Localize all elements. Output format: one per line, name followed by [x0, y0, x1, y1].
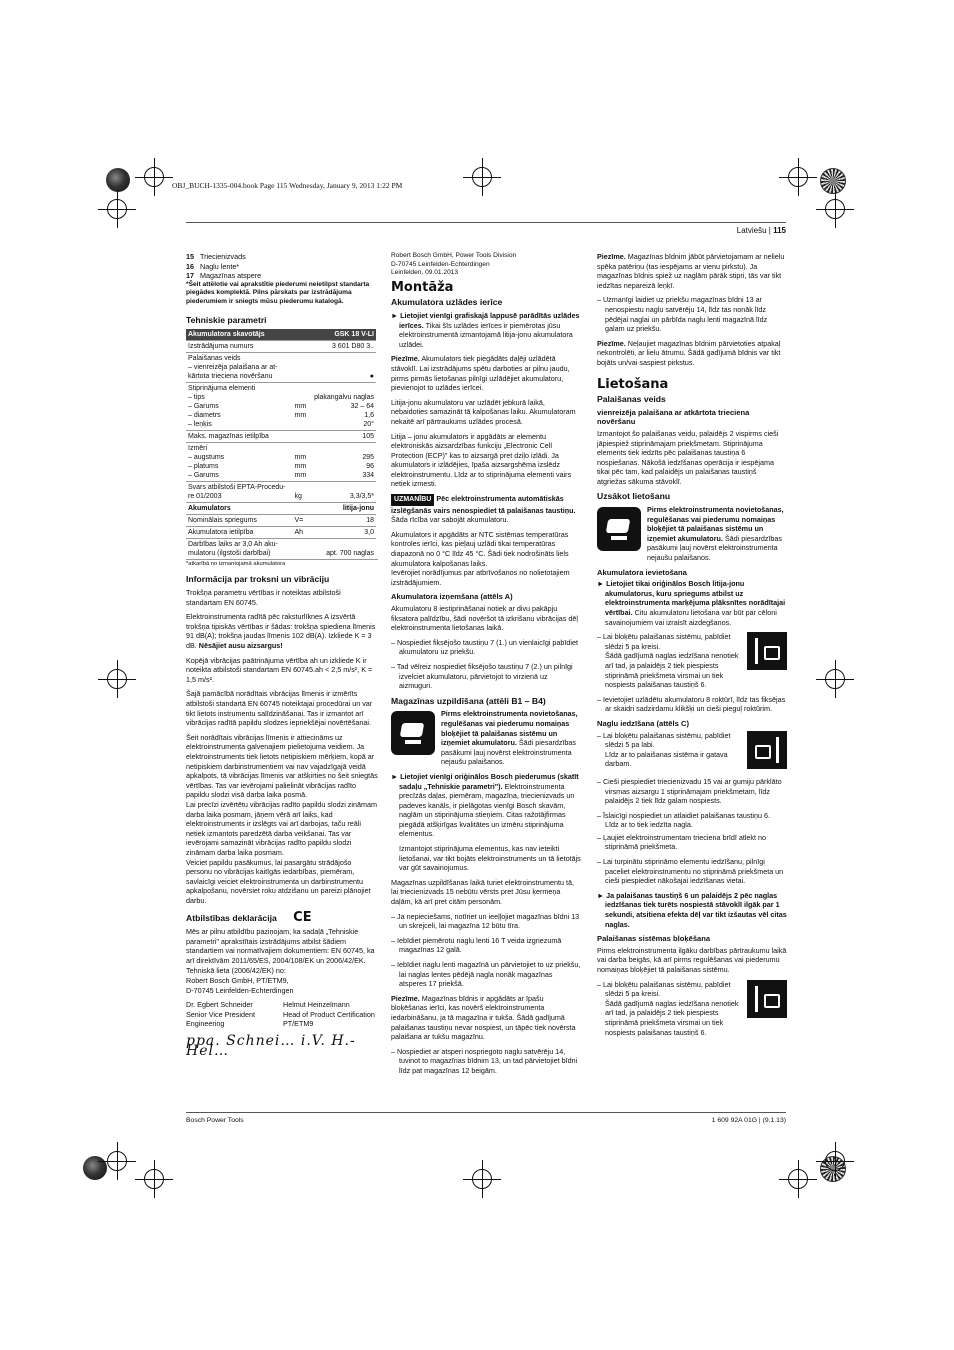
footer-right: 1 609 92A 01G | (9.1.13) [711, 1117, 786, 1124]
column-3: Piezīme. Magazīnas bīdnim jābūt pārvietojamam ar nelielu spēka patēriņu (tas iespējams ar vienu pirkstu). Ja magazīnas bīdnis spiež uz naglām pārāk stipri, tās var tikt iedzītas nepareizā leņķī. – Uzmanīgi laidiet uz priekšu magazīnas bīdni 13 ar nenospiestu naglu satvērēju 14, līdz tas nonāk līdz pēdējai naglai un pārbīda naglu lenti magazīnā līdz galam uz priekšu. Piezīme. Neļaujiet magazīnas bīdnim pārvietoties atpakaļ nekontrolēti, ar lielu ātrumu. Šādā gadījumā bīdnis var tikt bojāts un/vai saspiest pirkstus. Lietošana Palaišanas veids vienreizēja palaišana ar atkārtota trieciena novēršanu Izmantojot šo palaišanas veidu, palaidējs 2 vispirms cieši jāpiespiež stiprināmajam priekšmetam. Stiprinājuma elements tiek iedzīts pēc palaišanas taustiņa 6 nospiešanas. Nākošā iedzīšanas operācija ir iespējama tikai pēc tam, kad palaidējs un palaišanas taustiņš atgriežas sākuma stāvoklī. Uzsākot lietošanu Pirms elektroinstrumenta novietošanas, regulēšanas vai piederumu nomaiņas bloķējiet tā palaišanas sistēmu un izņemiet akumulatoru. Šādi piesardzības pasākumi ļauj novērst elektroinstrumenta nejaušu palaišanos. Akumulatora ievietošana ► Lietojiet tikai oriģinālos Bosch litija-jonu akumulatorus, kuru spriegums atbilst uz elektroinstrumenta marķējuma plāksnītes norādītajai vērtībai. Citu akumulatoru lietošana var būt par cēloni savainojumiem vai izraisīt aizdegšanos. – Lai bloķētu palaišanas sistēmu, pabīdiet slēdzi 5 pa kreisi. Šādā gadījumā naglas iedzīšana nenotiek arī tad, ja palaidējs 2 tiek piespiests stiprināmā priekšmeta virsmai un tiek nospiests palaišanas taustiņš 6. – Ievietojiet uzlādētu akumulatoru 8 roktūrī, līdz tas fiksējas ar skaidri sadzirdamu klikšķi un cieši pieguļ roktūrim. Naglu iedzīšana (attēls C) – Lai bloķētu palaišanas sistēmu, pabīdiet slēdzi 5 pa labi. Līdz ar to palaišanas sistēma ir gatava darbam. – Cieši piespiediet triecienizvadu 15 vai ar gumiju pārklāto virsmas aizsargu 1 stiprināmajam priekšmetam, līdz palaidējs 2 tiek līdz galam nospiests. – Īslaicīgi nospiediet un atlaidiet palaišanas taustiņu 6. Līdz ar to tiek iedzīta nagla. – Ļaujiet elektroinstrumentam trieciena brīdī atlekt no stiprināmā priekšmeta. – Lai turpinātu stiprināmo elementu iedzīšanu, pilnīgi paceliet elektroinstrumentu no stiprināmā priekšmeta un cieši piespiediet nākošajai iedzīšanas vietai. ► Ja palaišanas taustiņš 6 un palaidējs 2 pēc naglas iedzīšanas tiek turēts nospiestā stāvoklī ilgāk par 1 sekundi, atsitiena efekta dēļ var tikt izšautas vēl citas naglas. Palaišanas sistēmas bloķēšana Pirms elektroinstrumenta ilgāku darbības pārtraukumu laikā vai darba beigās, kā arī pirms regulēšanas vai piederumu nomaiņas bloķējiet tā palaišanas sistēmu. – Lai bloķētu palaišanas sistēmu, pabīdiet slēdzi 5 pa kreisi. Šādā gadījumā naglas iedzīšana nenotiek arī tad, ja palaidējs 2 tiek piespiests stiprināmā priekšmeta virsmai un tiek nospiests palaišanas taustiņš 6. [597, 252, 787, 1037]
address: Robert Bosch GmbH, Power Tools Division D-70745 Leinfelden-Echterdingen Leinfelden, 09.01.2013 [391, 252, 517, 277]
table-row: Izstrādājuma numurs 3 601 D80 3.. [186, 340, 376, 352]
crosshair-mark [463, 158, 501, 196]
table-row: Palaišanas veids – vienreizēja palaišana ar at- kārtota trieciena novēršanu ● [186, 352, 376, 382]
table-row: Akumulatora ietilpība Ah 3,0 [186, 526, 376, 538]
crosshair-mark [779, 1160, 817, 1198]
page-language: Latviešu [736, 226, 767, 235]
crosshair-mark [135, 158, 173, 196]
column-2: Robert Bosch GmbH, Power Tools Division D-70745 Leinfelden-Echterdingen Leinfelden, 09.01.2013 Montāža Akumulatora uzlādes ierīce ► Lietojiet vienīgi grafiskajā lappusē parādītās uzlādes ierīces. Tikai šīs uzlādes ierīces ir piemērotas jūsu elektroinstrumentā izmantojamā litija-jonu akumulatora uzlādei. Piezīme. Akumulators tiek piegādāts daļēji uzlādētā stāvoklī. Lai izstrādājums spētu darboties ar pilnu jaudu, pirms pirmās lietošanas pilnīgi uzlādējiet akumulatoru, pievienojot to uzlādes ierīcei. Litija-jonu akumulatoru var uzlādēt jebkurā laikā, nebaidoties samazināt tā kalpošanas laiku. Akumulatoram nekaitē arī pārtraukums uzlādes procesā. Litija – jonu akumulators ir apgādāts ar elementu elektroniskās aizsardzības funkciju „Electronic Cell Protection (ECP)" kas to aizsargā pret dziļo izlādi. Ja akumulators ir izlādējies, īpaša aizsargshēma izslēdz elektroinstrumentu. Līdz ar to stiprinājuma elementi vairs netiek izmesti. UZMANĪBU Pēc elektroinstrumenta automātiskās izslēgšanās vairs nenospiediet tā palaišanas taustiņu. Šāda rīcība var sabojāt akumulatoru. Akumulators ir apgādāts ar NTC sistēmas temperatūras kontroles ierīci, kas pieļauj uzlādi tikai temperatūras diapazonā no 0 °C līdz 45 °C. Šādi tiek nodrošināts liels akumulatora kalpošanas laiks. Ievērojiet norādījumus par atbrīvošanos no nolietotajiem izstrādājumiem. Akumulatora izņemšana (attēls A) Akumulatoru 8 iestiprināšanai notiek ar divu pakāpju fiksatora palīdzību, šādi novēršot tā izkrišanu vibrācijas dēļ elektroinstrumenta lietošanas laikā. – Nospiediet fiksējošo taustiņu 7 (1.) un vienlaicīgi pabīdiet akumulatoru uz priekšu. – Tad vēlreiz nospiediet fiksējošo taustiņu 7 (2.) un pilnīgi izvelciet akumulatoru, pārvietojot to virzienā uz aizmuguri. Magazīnas uzpildīšana (attēli B1 – B4) Pirms elektroinstrumenta novietošanas, regulēšanas vai piederumu nomaiņas bloķējiet tā palaišanas sistēmu un izņemiet akumulatoru. Šādi piesardzības pasākumi ļauj novērst elektroinstrumenta nejaušu palaišanos. ► Lietojiet vienīgi oriģinālos Bosch piederumus (skatīt sadaļu „Tehniskie parametri"). Elektroinstrumenta precīzās daļas, piemēram, magazīna, triecienizvads un padeves kanāls, ir pielāgotas vienīgi Bosch skavām, naglām un stiprinājuma stieņiem. Citas ražotājfirmas piegādā atšķirīgas kvalitātes un izmēru stiprinājuma elementus. Izmantojot stiprinājuma elementus, kas nav ieteikti lietošanai, var tikt bojāts elektroinstruments un tā lietotājs var gūt savainojumus. Magazīnas uzpildīšanas laikā turiet elektroinstrumentu tā, lai triecienizvads 15 nebūtu vērsts pret Jūsu ķermeņa daļām, kā arī pret citām personām. – Ja nepieciešams, notīriet un ieeļļojiet magazīnas bīdni 13 un skrejceli, lai magazīna 12 būtu tīra. – Iebīdiet piemērotu naglu lenti 16 T veida izgriezumā magazīnas 12 galā. – Iebīdiet naglu lenti magazīnā un pārvietojiet to uz priekšu, lai naglas lentes pēdējā nagla nonāk magazīnas atsperes 17 priekšā. Piezīme. Magazīnas bīdnis ir apgādāts ar īpašu bloķēšanas ierīci, kas novērš elektroinstrumenta iedarbināšanu, ja tā magazīna ir tukša. Šādā gadījumā palaišanas taustiņu nevar nospiest, un tāpēc tiek novērsta palaišana ar tukšu magazīnu. – Nospiediet ar atsperi nospriegoto naglu satvērēju 14, tuvinot to magazīnas bīdnim 13, un tad pārvietojiet bīdni līdz pat magazīnas 12 beigām. [391, 252, 581, 1075]
table-row: Nominālais spriegums V= 18 [186, 514, 376, 526]
crosshair-mark [463, 1160, 501, 1198]
section-title-montaza: Montāža [391, 279, 454, 295]
signatures: Dr. Egbert Schneider Senior Vice President Engineering Helmut Heinzelmann Head of Product Certification PT/ETM9 [186, 1000, 375, 1029]
table-row: Maks. magazīnas ietilpība 105 [186, 430, 376, 442]
footer-rule [186, 1112, 786, 1113]
crosshair-mark [816, 190, 854, 228]
page-number: 115 [773, 226, 786, 235]
ce-mark: CE [293, 910, 312, 926]
column-1: 15 Triecienizvads 16 Naglu lente* 17 Magazīnas atspere *Šeit attēlotie vai aprakstītie piederumi neietilpst standarta piegādes komplektā. Pilns pārskats par izstrādājuma piederumiem ir sniegts mūsu piederumu katalogā. Tehniskie parametri Akumulatora skavotājs GSK 18 V-LI Izstrādājuma numurs 3 601 D80 3.. Palaišanas veids – vienreizēja palaišana ar at- kārtota trieciena novēršanu ● Stiprinājuma elementi – tips – Garums – diametrs – leņķis mm mm plakangalvu naglas 32 – 64 1,6 20° Maks. magazīnas ietilpība 105 Izmēri – augstums – platums – Garums mm mm mm 295 96 334 Svars atbilstoši EPTA-Procedu- re 01/2003 kg 3,3/3,5* Akumulators litija-jonu Nominālais spriegums V= 18 Akumulatora ietilpība Ah 3,0 Darbības laiks ar 3,0 Ah aku- mulatoru (ilgstoši darbībai) apt. 700 naglas *atkarībā no izmantojamā akumulatora Informācija par troksni un vibrāciju Trokšņa parametru vērtības ir noteiktas atbilstoši standartam EN 60745. Elektroinstrumenta radītā pēc raksturlīknes A izsvērtā trokšņa tipiskās vērtības ir šādas: trokšņa spiediena līmenis 91 dB(A); trokšņa jaudas līmenis 102 dB(A). Izkliede K = 3 dB. Nēsājiet ausu aizsargus! Kopējā vibrācijas paātrinājuma vērtība ah un izkliede K ir noteikta atbilstoši standartam EN 60745.ah < 2,5 m/s², K = 1,5 m/s². Šajā pamācībā norādītais vibrācijas līmenis ir izmērīts atbilstoši standartā EN 60745 noteiktajai procedūrai un var tikt lietots instrumentu salīdzināšanai. Tas ir izmantot arī vibrācijas radītā papildu slodzes iepriekšējai novērtēšanai. Šeit norādītais vibrācijas līmenis ir attiecināms uz elektroinstrumenta galvenajiem pielietojuma veidiem. Ja elektroinstruments tiek lietots netipiskiem mērķiem, kopā ar netipiskiem darbinstrumentiem vai nav vajadzīgajā veidā apkalpots, tā vibrācijas līmenis var atšķirties no šeit sniegtās vērtības. Tas var ievērojami palielināt vibrācijas radīto papildu slodzi visā darba laika posmā. Lai precīzi izvērtētu vibrācijas radīto papildu slodzi zināmam darba laika posmam, jāņem vērā arī laiks, kad elektroinstruments ir izslēgts vai arī darbojas, taču reāli netiek izmantots paredzētā darba veikšanai. Tas var ievērojami samazināt vibrācijas radīto papildu slodzi zināmam darba laika posmam. Veiciet papildu pasākumus, lai pasargātu strādājošo personu no vibrācijas kaitīgās iedarbības, piemēram, savlaicīgi veiciet elektroinstrumenta un darbinstrumentu apkalpošanu, novērsiet roku atdzišanu un pareizi plānojiet darbu. Atbilstības deklarācija CE Mēs ar pilnu atbildību paziņojam, ka sadaļā „Tehniskie parametri" aprakstītais izstrādājums atbilst šādiem standartiem vai normatīvajiem dokumentiem: EN 60745, ka arī direktīvām 2011/65/ES, 2004/108/EK un 2006/42/EK. Tehniskā lieta (2006/42/EK) no: Robert Bosch GmbH, PT/ETM9, D-70745 Leinfelden-Echterdingen Dr. Egbert Schneider Senior Vice President Engineering Helmut Heinzelmann Head of Product Certification PT/ETM9 ppa. Schnei… i.V. H.-Hel… [186, 252, 378, 1059]
list-item: 15 Triecienizvads [186, 252, 246, 261]
footer-left: Bosch Power Tools [186, 1117, 244, 1124]
table-row: Stiprinājuma elementi – tips – Garums – diametrs – leņķis mm mm plakangalvu naglas 32 – 64 1,6 20° [186, 382, 376, 430]
tech-table: Akumulatora skavotājs GSK 18 V-LI Izstrādājuma numurs 3 601 D80 3.. Palaišanas veids – vienreizēja palaišana ar at- kārtota trieciena novēršanu ● Stiprinājuma elementi – tips – Garums – diametrs – leņķis mm mm plakangalvu naglas 32 – 64 1,6 20° Maks. magazīnas ietilpība 105 Izmēri – augstums – platums – Garums mm mm mm 295 96 334 Svars atbilstoši EPTA-Procedu- re 01/2003 kg 3,3/3,5* Akumulators litija-jonu Nominālais spriegums V= 18 Akumulatora ietilpība Ah 3,0 Darbības laiks ar 3,0 Ah aku- mulatoru (ilgstoši darbībai) apt. 700 naglas [188, 330, 374, 557]
print-header: OBJ_BUCH-1335-004.book Page 115 Wednesday, January 9, 2013 1:22 PM [172, 181, 403, 190]
page-header: Latviešu | 115 [736, 226, 786, 235]
crosshair-mark [98, 190, 136, 228]
crosshair-mark [816, 1142, 854, 1180]
lock-switch-left-icon [747, 632, 787, 670]
table-row: Svars atbilstoši EPTA-Procedu- re 01/2003 kg 3,3/3,5* [186, 481, 376, 502]
step-with-icon: – Lai bloķētu palaišanas sistēmu, pabīdiet slēdzi 5 pa kreisi. Šādā gadījumā naglas iedzīšana nenotiek arī tad, ja palaidējs 2 tiek piespiests stiprināmā priekšmeta virsmai un tiek nospiests palaišanas taustiņš 6. [597, 632, 787, 690]
handwritten-signature: ppa. Schnei… i.V. H.-Hel… [186, 1033, 356, 1059]
lock-switch-right-icon [747, 731, 787, 769]
battery-removal-icon [597, 507, 641, 551]
section-title-lietosana: Lietošana [597, 376, 669, 392]
crosshair-mark [98, 660, 136, 698]
warning: UZMANĪBU Pēc elektroinstrumenta automātiskās izslēgšanās vairs nenospiediet tā palaišanas taustiņu. Šāda rīcība var sabojāt akumulatoru. [391, 494, 576, 525]
section-title: Atbilstības deklarācija CE [186, 910, 312, 926]
parts-list [186, 252, 378, 281]
page-header-rule [186, 222, 786, 223]
crosshair-mark [135, 1160, 173, 1198]
battery-removal-icon [391, 711, 435, 755]
registration-ball-top-left [106, 168, 130, 192]
section-title: Tehniskie parametri [186, 315, 267, 326]
table-row: Darbības laiks ar 3,0 Ah aku- mulatoru (ilgstoši darbībai) apt. 700 naglas [186, 538, 376, 559]
crosshair-mark [98, 1142, 136, 1180]
parts-note: *Šeit attēlotie vai aprakstītie piederumi neietilpst standarta piegādes komplektā. Pilns pārskats par izstrādājuma piederumiem ir sniegts mūsu piederumu katalogā. [186, 280, 370, 305]
table-footnote: *atkarībā no izmantojamā akumulatora [186, 559, 378, 570]
crosshair-mark [779, 158, 817, 196]
warning-label: UZMANĪBU [391, 494, 434, 506]
safety-box: Pirms elektroinstrumenta novietošanas, regulēšanas vai piederumu nomaiņas bloķējiet tā palaišanas sistēmu un izņemiet akumulatoru. Šādi piesardzības pasākumi ļauj novērst elektroinstrumenta nejaušu palaišanos. [391, 709, 581, 767]
step-with-icon: – Lai bloķētu palaišanas sistēmu, pabīdiet slēdzi 5 pa kreisi. Šādā gadījumā naglas iedzīšana nenotiek arī tad, ja palaidējs 2 tiek piespiests stiprināmā priekšmeta virsmai un tiek nospiests palaišanas taustiņš 6. [597, 980, 787, 1038]
safety-box: Pirms elektroinstrumenta novietošanas, regulēšanas vai piederumu nomaiņas bloķējiet tā palaišanas sistēmu un izņemiet akumulatoru. Šādi piesardzības pasākumi ļauj novērst elektroinstrumenta nejaušu palaišanos. [597, 505, 787, 563]
lock-switch-left-icon [747, 980, 787, 1018]
list-item: 16 Naglu lente* [186, 261, 240, 271]
section-title: Informācija par troksni un vibrāciju [186, 574, 330, 585]
table-row: Izmēri – augstums – platums – Garums mm mm mm 295 96 334 [186, 442, 376, 481]
step-with-icon: – Lai bloķētu palaišanas sistēmu, pabīdiet slēdzi 5 pa labi. Līdz ar to palaišanas sistēma ir gatava darbam. [597, 731, 787, 769]
list-item: 17 Magazīnas atspere [186, 271, 262, 281]
crosshair-mark [816, 660, 854, 698]
